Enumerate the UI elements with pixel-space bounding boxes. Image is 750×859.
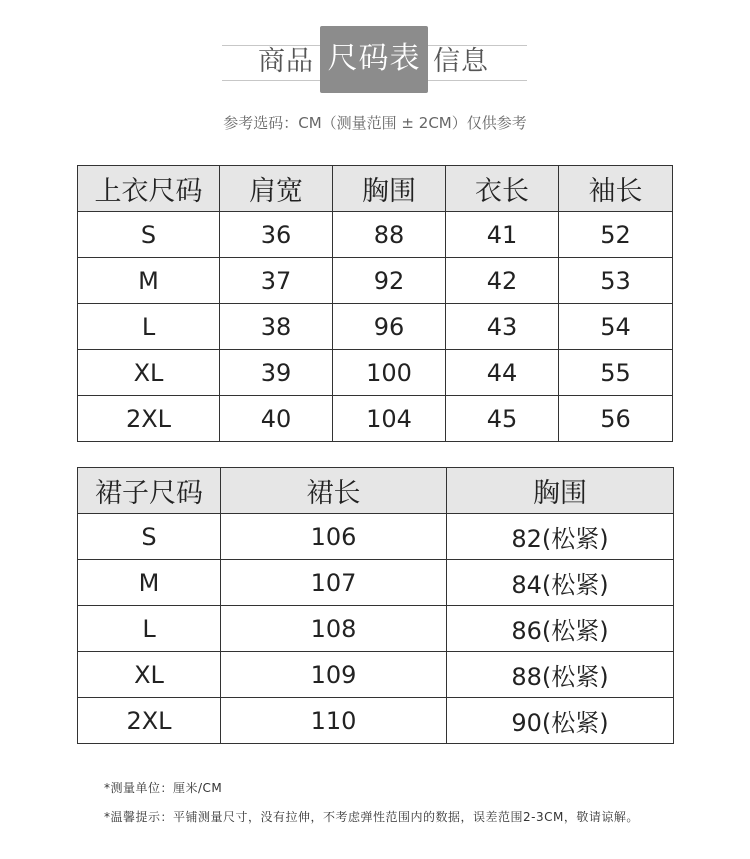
title-banner <box>0 24 750 84</box>
table-cell: 84(松紧) <box>447 560 674 606</box>
table-cell: 55 <box>559 350 673 396</box>
table-cell: 44 <box>446 350 559 396</box>
table-cell: 42 <box>446 258 559 304</box>
table-cell: 2XL <box>78 698 221 744</box>
table-cell: 106 <box>221 514 447 560</box>
title-highlight: 尺码表 <box>320 26 428 93</box>
table-cell: L <box>78 304 220 350</box>
table-cell: 36 <box>220 212 333 258</box>
header-cell-size: 上衣尺码 <box>78 166 220 212</box>
table-cell: 110 <box>221 698 447 744</box>
table-cell: 38 <box>220 304 333 350</box>
table-row <box>78 396 673 442</box>
table-row <box>78 698 674 744</box>
table-cell: 37 <box>220 258 333 304</box>
table-cell: S <box>78 514 221 560</box>
table-row <box>78 514 674 560</box>
title-rule <box>222 80 321 81</box>
table-cell: 104 <box>333 396 446 442</box>
header-cell-chest: 胸围 <box>447 468 674 514</box>
table-cell: 56 <box>559 396 673 442</box>
header-cell-skirt-length: 裙长 <box>221 468 447 514</box>
table-row <box>78 350 673 396</box>
table-cell: 88 <box>333 212 446 258</box>
reference-note: 参考选码：CM（测量范围 ± 2CM）仅供参考 <box>223 114 527 132</box>
table-cell: 52 <box>559 212 673 258</box>
table-row <box>78 652 674 698</box>
table-cell: 100 <box>333 350 446 396</box>
table-cell: 108 <box>221 606 447 652</box>
table-cell: 109 <box>221 652 447 698</box>
table-cell: 45 <box>446 396 559 442</box>
table-cell: M <box>78 560 221 606</box>
table-cell: L <box>78 606 221 652</box>
top-size-table <box>77 165 673 442</box>
table-cell: XL <box>78 652 221 698</box>
table-cell: 54 <box>559 304 673 350</box>
table-cell: 2XL <box>78 396 220 442</box>
table-row <box>78 560 674 606</box>
table-cell: 88(松紧) <box>447 652 674 698</box>
title-rule <box>428 80 527 81</box>
table-cell: 96 <box>333 304 446 350</box>
table-row <box>78 304 673 350</box>
skirt-size-table <box>77 467 674 744</box>
table-cell: M <box>78 258 220 304</box>
table-cell: XL <box>78 350 220 396</box>
header-cell-length: 衣长 <box>446 166 559 212</box>
header-cell-chest: 胸围 <box>333 166 446 212</box>
tip-footnote: *温馨提示：平铺测量尺寸，没有拉伸，不考虑弹性范围内的数据，误差范围2-3CM，敬请谅解。 <box>104 810 639 824</box>
table-cell: 86(松紧) <box>447 606 674 652</box>
table-row <box>78 258 673 304</box>
table-cell: 39 <box>220 350 333 396</box>
table-cell: 43 <box>446 304 559 350</box>
table-cell: 82(松紧) <box>447 514 674 560</box>
table-cell: 53 <box>559 258 673 304</box>
table-cell: 41 <box>446 212 559 258</box>
header-cell-shoulder: 肩宽 <box>220 166 333 212</box>
table-cell: S <box>78 212 220 258</box>
header-cell-size: 裙子尺码 <box>78 468 221 514</box>
table-cell: 92 <box>333 258 446 304</box>
table-header-row <box>78 468 674 514</box>
unit-footnote: *测量单位：厘米/CM <box>104 781 223 795</box>
title-right-text: 信息 <box>433 46 489 77</box>
title-left-text: 商品 <box>258 46 314 77</box>
table-row <box>78 212 673 258</box>
header-cell-sleeve: 袖长 <box>559 166 673 212</box>
table-row <box>78 606 674 652</box>
table-cell: 107 <box>221 560 447 606</box>
table-header-row <box>78 166 673 212</box>
table-cell: 90(松紧) <box>447 698 674 744</box>
table-cell: 40 <box>220 396 333 442</box>
